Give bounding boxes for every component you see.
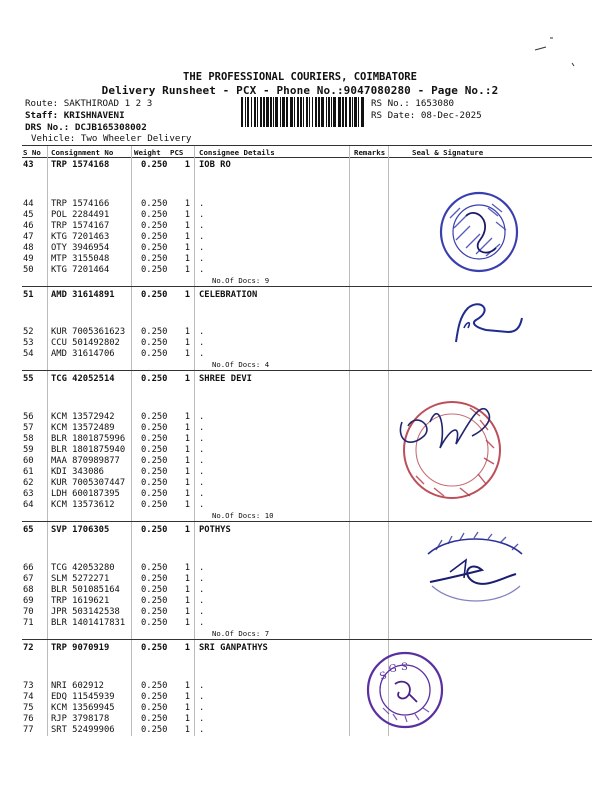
barcode-bar <box>333 97 336 127</box>
shree-devi-seal-stamp <box>390 392 508 504</box>
weight-cell: 0.250 <box>141 290 168 300</box>
barcode-bar <box>270 97 272 127</box>
consignee-details-cell: . <box>199 563 205 573</box>
consignment-cell: RJP 3798178 <box>51 714 110 724</box>
weight-cell: 0.250 <box>141 500 168 510</box>
pcs-cell: 1 <box>184 563 190 573</box>
consignment-cell: NRI 602912 <box>51 681 104 691</box>
drs-line <box>25 122 147 133</box>
consignment-cell: CCU 501492802 <box>51 338 120 348</box>
barcode-bar <box>321 97 324 127</box>
consignee-details-cell: POTHYS <box>199 525 231 535</box>
consignee-details-cell: . <box>199 349 205 359</box>
consignment-cell: KCM 13572489 <box>51 423 115 433</box>
barcode-bar <box>352 97 353 127</box>
barcode-bar <box>306 97 308 127</box>
consignee-details-cell: SHREE DEVI <box>199 374 252 384</box>
group-divider <box>22 521 592 522</box>
barcode-bar <box>266 97 269 127</box>
sno-cell: 65 <box>23 525 34 535</box>
corner-scribble <box>530 30 580 70</box>
barcode-bar <box>309 97 310 127</box>
sno-cell: 44 <box>23 199 34 209</box>
pcs-cell: 1 <box>184 703 190 713</box>
barcode-bar <box>303 97 304 127</box>
weight-cell: 0.250 <box>141 574 168 584</box>
consignment-cell: KCM 13573612 <box>51 500 115 510</box>
pcs-cell: 1 <box>184 467 190 477</box>
consignee-details-cell: . <box>199 607 205 617</box>
pcs-cell: 1 <box>184 290 190 300</box>
barcode-bar <box>349 97 351 127</box>
barcode <box>241 97 366 127</box>
pcs-cell: 1 <box>184 232 190 242</box>
rs-no-value: 1653080 <box>415 98 455 109</box>
sno-cell: 52 <box>23 327 34 337</box>
consignee-details-cell: . <box>199 412 205 422</box>
consignee-details-cell: . <box>199 254 205 264</box>
consignee-details-cell: . <box>199 703 205 713</box>
sno-cell: 62 <box>23 478 34 488</box>
consignment-cell: TRP 1574166 <box>51 199 110 209</box>
weight-cell: 0.250 <box>141 199 168 209</box>
runsheet-title: Delivery Runsheet - PCX - Phone No.:9047080280 - Page No.:2 <box>101 84 499 97</box>
barcode-bar <box>312 97 313 127</box>
consignee-details-cell: . <box>199 596 205 606</box>
pcs-cell: 1 <box>184 489 190 499</box>
consignee-details-cell: . <box>199 618 205 628</box>
weight-cell: 0.250 <box>141 327 168 337</box>
col-divider <box>194 146 195 736</box>
rs-date-label: RS Date: <box>371 110 416 121</box>
consignee-details-cell: . <box>199 434 205 444</box>
barcode-bar <box>342 97 344 127</box>
drs-label: DRS No.: <box>25 122 70 133</box>
route-line <box>25 98 152 109</box>
pcs-cell: 1 <box>184 412 190 422</box>
pcs-cell: 1 <box>184 618 190 628</box>
weight-cell: 0.250 <box>141 374 168 384</box>
pcs-cell: 1 <box>184 500 190 510</box>
sno-cell: 66 <box>23 563 34 573</box>
consignment-cell: SLM 5272271 <box>51 574 110 584</box>
pcs-cell: 1 <box>184 525 190 535</box>
staff-value: KRISHNAVENI <box>63 110 125 121</box>
barcode-bar <box>315 97 317 127</box>
consignment-cell: BLR 1801875940 <box>51 445 126 455</box>
docs-count: No.Of Docs: 10 <box>212 511 274 520</box>
sno-cell: 58 <box>23 434 34 444</box>
barcode-bar <box>290 97 293 127</box>
pothys-seal-stamp <box>420 530 530 612</box>
weight-cell: 0.250 <box>141 210 168 220</box>
consignee-details-cell: . <box>199 585 205 595</box>
pcs-cell: 1 <box>184 585 190 595</box>
consignee-details-cell: . <box>199 338 205 348</box>
drs-value: DCJB165308002 <box>74 122 147 133</box>
weight-cell: 0.250 <box>141 585 168 595</box>
consignment-cell: MTP 3155048 <box>51 254 110 264</box>
consignee-details-cell: . <box>199 489 205 499</box>
weight-cell: 0.250 <box>141 714 168 724</box>
consignment-cell: KCM 13569945 <box>51 703 115 713</box>
barcode-bar <box>260 97 262 127</box>
pcs-cell: 1 <box>184 445 190 455</box>
weight-cell: 0.250 <box>141 478 168 488</box>
weight-cell: 0.250 <box>141 692 168 702</box>
barcode-bar <box>361 97 364 127</box>
sno-cell: 48 <box>23 243 34 253</box>
consignment-cell: JPR 503142538 <box>51 607 120 617</box>
sno-cell: 49 <box>23 254 34 264</box>
svg-text:G: G <box>388 663 398 675</box>
pcs-cell: 1 <box>184 607 190 617</box>
consignment-cell: BLR 1401417831 <box>51 618 126 628</box>
pcs-cell: 1 <box>184 434 190 444</box>
pcs-cell: 1 <box>184 254 190 264</box>
sno-cell: 45 <box>23 210 34 220</box>
consignment-cell: LDH 600187395 <box>51 489 120 499</box>
sno-cell: 57 <box>23 423 34 433</box>
pcs-cell: 1 <box>184 338 190 348</box>
col-header-remarks: Remarks <box>354 148 386 157</box>
sno-cell: 50 <box>23 265 34 275</box>
weight-cell: 0.250 <box>141 243 168 253</box>
sno-cell: 54 <box>23 349 34 359</box>
pcs-cell: 1 <box>184 374 190 384</box>
svg-text:S: S <box>378 670 389 683</box>
consignee-details-cell: . <box>199 456 205 466</box>
consignment-cell: EDQ 11545939 <box>51 692 115 702</box>
weight-cell: 0.250 <box>141 160 168 170</box>
consignment-cell: KTG 7201463 <box>51 232 110 242</box>
vehicle-value: Two Wheeler Delivery <box>80 133 192 144</box>
barcode-bar <box>286 97 288 127</box>
consignee-details-cell: . <box>199 210 205 220</box>
weight-cell: 0.250 <box>141 434 168 444</box>
consignee-details-cell: . <box>199 714 205 724</box>
consignee-details-cell: IOB RO <box>199 160 231 170</box>
consignee-details-cell: . <box>199 692 205 702</box>
group-divider <box>22 370 592 371</box>
pcs-cell: 1 <box>184 423 190 433</box>
group-divider <box>22 639 592 640</box>
consignment-cell: TRP 1574168 <box>51 160 110 170</box>
weight-cell: 0.250 <box>141 725 168 735</box>
sno-cell: 72 <box>23 643 34 653</box>
barcode-bar <box>241 97 243 127</box>
sno-cell: 53 <box>23 338 34 348</box>
barcode-bar <box>297 97 299 127</box>
consignee-details-cell: . <box>199 199 205 209</box>
pcs-cell: 1 <box>184 692 190 702</box>
barcode-bar <box>345 97 347 127</box>
vehicle-line <box>31 133 191 144</box>
pcs-cell: 1 <box>184 725 190 735</box>
sno-cell: 47 <box>23 232 34 242</box>
weight-cell: 0.250 <box>141 445 168 455</box>
barcode-bar <box>254 97 256 127</box>
sno-cell: 59 <box>23 445 34 455</box>
sno-cell: 63 <box>23 489 34 499</box>
sno-cell: 61 <box>23 467 34 477</box>
consignee-details-cell: . <box>199 467 205 477</box>
docs-count: No.Of Docs: 7 <box>212 629 270 638</box>
barcode-bar <box>245 97 246 127</box>
group-divider <box>22 286 592 287</box>
pcs-cell: 1 <box>184 478 190 488</box>
table-top-rule <box>22 145 592 146</box>
consignee-details-cell: . <box>199 725 205 735</box>
consignee-details-cell: . <box>199 243 205 253</box>
sno-cell: 51 <box>23 290 34 300</box>
consignment-cell: KUR 7005307447 <box>51 478 126 488</box>
consignment-cell: BLR 1801875996 <box>51 434 126 444</box>
weight-cell: 0.250 <box>141 338 168 348</box>
barcode-bar <box>275 97 278 127</box>
consignment-cell: TCG 42052514 <box>51 374 115 384</box>
col-divider <box>47 146 48 736</box>
sno-cell: 55 <box>23 374 34 384</box>
pcs-cell: 1 <box>184 265 190 275</box>
barcode-bar <box>331 97 332 127</box>
svg-text:S: S <box>401 662 408 673</box>
staff-label: Staff: <box>25 110 59 121</box>
staff-line <box>25 110 125 121</box>
sno-cell: 77 <box>23 725 34 735</box>
consignee-details-cell: . <box>199 681 205 691</box>
consignment-cell: AMD 31614891 <box>51 290 115 300</box>
weight-cell: 0.250 <box>141 563 168 573</box>
pcs-cell: 1 <box>184 210 190 220</box>
weight-cell: 0.250 <box>141 412 168 422</box>
weight-cell: 0.250 <box>141 456 168 466</box>
table-header-rule <box>22 157 592 158</box>
consignment-cell: AMD 31614706 <box>51 349 115 359</box>
barcode-bar <box>358 97 359 127</box>
pcs-cell: 1 <box>184 243 190 253</box>
route-label: Route: <box>25 98 59 109</box>
consignee-details-cell: . <box>199 221 205 231</box>
consignment-cell: KUR 7005361623 <box>51 327 126 337</box>
barcode-bar <box>263 97 265 127</box>
barcode-bar <box>282 97 285 127</box>
docs-count: No.Of Docs: 9 <box>212 276 270 285</box>
col-header-consignment: Consignment No <box>51 148 114 157</box>
weight-cell: 0.250 <box>141 265 168 275</box>
consignee-details-cell: . <box>199 232 205 242</box>
sno-cell: 73 <box>23 681 34 691</box>
col-header-weight: Weight <box>134 148 161 157</box>
sno-cell: 71 <box>23 618 34 628</box>
col-header-pcs: PCS <box>170 148 184 157</box>
sno-cell: 60 <box>23 456 34 466</box>
rs-date-line <box>371 110 482 121</box>
weight-cell: 0.250 <box>141 596 168 606</box>
weight-cell: 0.250 <box>141 681 168 691</box>
barcode-bar <box>294 97 295 127</box>
barcode-bar <box>328 97 330 127</box>
weight-cell: 0.250 <box>141 423 168 433</box>
sno-cell: 76 <box>23 714 34 724</box>
consignment-cell: KDI 343086 <box>51 467 104 477</box>
pcs-cell: 1 <box>184 681 190 691</box>
weight-cell: 0.250 <box>141 618 168 628</box>
col-header-seal: Seal & Signature <box>412 148 484 157</box>
barcode-bar <box>326 97 327 127</box>
rs-no-line <box>371 98 454 109</box>
barcode-bar <box>338 97 341 127</box>
consignment-cell: OTY 3946954 <box>51 243 110 253</box>
consignment-cell: MAA 870989877 <box>51 456 120 466</box>
pcs-cell: 1 <box>184 596 190 606</box>
consignment-cell: KCM 13572942 <box>51 412 115 422</box>
barcode-bar <box>273 97 274 127</box>
pcs-cell: 1 <box>184 349 190 359</box>
consignee-details-cell: CELEBRATION <box>199 290 258 300</box>
weight-cell: 0.250 <box>141 254 168 264</box>
pcs-cell: 1 <box>184 574 190 584</box>
sno-cell: 43 <box>23 160 34 170</box>
consignee-details-cell: . <box>199 445 205 455</box>
weight-cell: 0.250 <box>141 643 168 653</box>
sri-ganapathys-seal-stamp <box>365 650 447 732</box>
consignee-details-cell: . <box>199 423 205 433</box>
col-divider <box>388 146 389 736</box>
sno-cell: 75 <box>23 703 34 713</box>
consignee-details-cell: . <box>199 574 205 584</box>
weight-cell: 0.250 <box>141 703 168 713</box>
consignee-details-cell: SRI GANPATHYS <box>199 643 268 653</box>
consignment-cell: SRT 52499906 <box>51 725 115 735</box>
barcode-bar <box>251 97 252 127</box>
col-header-sno: S No <box>23 148 41 157</box>
consignee-details-cell: . <box>199 327 205 337</box>
col-divider <box>349 146 350 736</box>
pcs-cell: 1 <box>184 327 190 337</box>
barcode-bar <box>247 97 249 127</box>
sno-cell: 67 <box>23 574 34 584</box>
barcode-bar <box>257 97 258 127</box>
route-value: SAKTHIROAD 1 2 3 <box>63 98 153 109</box>
vehicle-label: Vehicle: <box>31 133 76 144</box>
consignee-details-cell: . <box>199 265 205 275</box>
weight-cell: 0.250 <box>141 489 168 499</box>
celebration-signature <box>446 298 526 348</box>
barcode-bar <box>354 97 357 127</box>
sno-cell: 56 <box>23 412 34 422</box>
consignment-cell: TRP 9070919 <box>51 643 110 653</box>
weight-cell: 0.250 <box>141 221 168 231</box>
col-divider <box>131 146 132 736</box>
pcs-cell: 1 <box>184 714 190 724</box>
weight-cell: 0.250 <box>141 607 168 617</box>
pcs-cell: 1 <box>184 221 190 231</box>
bank-seal-stamp <box>436 188 522 276</box>
company-title: THE PROFESSIONAL COURIERS, COIMBATORE <box>183 71 417 83</box>
weight-cell: 0.250 <box>141 232 168 242</box>
consignment-cell: TRP 1619621 <box>51 596 110 606</box>
consignment-cell: TRP 1574167 <box>51 221 110 231</box>
col-header-details: Consignee Details <box>199 148 275 157</box>
pcs-cell: 1 <box>184 199 190 209</box>
barcode-bar <box>280 97 281 127</box>
weight-cell: 0.250 <box>141 467 168 477</box>
sno-cell: 68 <box>23 585 34 595</box>
pcs-cell: 1 <box>184 160 190 170</box>
consignment-cell: SVP 1706305 <box>51 525 110 535</box>
consignee-details-cell: . <box>199 478 205 488</box>
barcode-bar <box>318 97 320 127</box>
weight-cell: 0.250 <box>141 349 168 359</box>
consignment-cell: POL 2284491 <box>51 210 110 220</box>
consignment-cell: KTG 7201464 <box>51 265 110 275</box>
rs-date-value: 08-Dec-2025 <box>420 110 482 121</box>
sno-cell: 69 <box>23 596 34 606</box>
sno-cell: 70 <box>23 607 34 617</box>
barcode-bar <box>300 97 302 127</box>
consignee-details-cell: . <box>199 500 205 510</box>
sno-cell: 74 <box>23 692 34 702</box>
rs-no-label: RS No.: <box>371 98 410 109</box>
docs-count: No.Of Docs: 4 <box>212 360 270 369</box>
pcs-cell: 1 <box>184 643 190 653</box>
sno-cell: 64 <box>23 500 34 510</box>
sno-cell: 46 <box>23 221 34 231</box>
consignment-cell: BLR 501085164 <box>51 585 120 595</box>
pcs-cell: 1 <box>184 456 190 466</box>
consignment-cell: TCG 42053280 <box>51 563 115 573</box>
weight-cell: 0.250 <box>141 525 168 535</box>
